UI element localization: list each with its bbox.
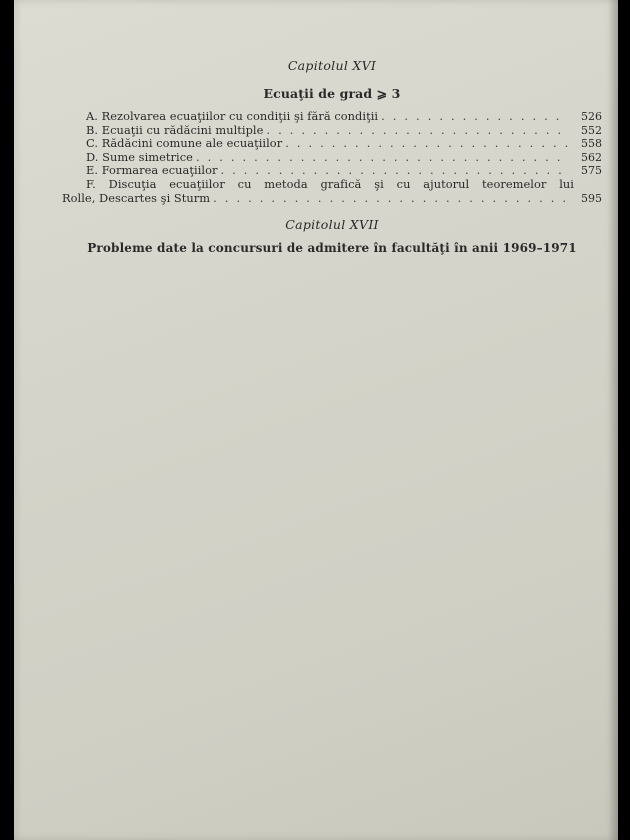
- table-of-contents: [62, 58, 602, 265]
- toc-entry-d: [62, 151, 602, 165]
- toc-entry-page: 552: [581, 123, 602, 137]
- toc-entry-a: [62, 110, 602, 124]
- toc-entry-text: Rolle, Descartes şi Sturm: [62, 190, 211, 205]
- toc-entry-text: B. Ecuaţii cu rădăcini multiple: [86, 122, 264, 137]
- toc-entry-c: [62, 137, 602, 151]
- leader-dots: [285, 137, 568, 151]
- chapter-17-title: Probleme date la concursuri de admitere în facultăţi în anii 1969–1971: [87, 241, 577, 256]
- leader-dots: [221, 164, 569, 178]
- toc-entry-b: [62, 124, 602, 138]
- toc-entry-page: 575: [581, 164, 602, 178]
- leader-dots: [381, 110, 568, 124]
- toc-entry-page: 526: [581, 110, 602, 123]
- toc-entry-f-continuation: [62, 192, 602, 206]
- chapter-16-entries: [62, 110, 602, 205]
- leader-dots: [196, 151, 568, 165]
- toc-entry-text: D. Sume simetrice: [86, 149, 193, 164]
- toc-entry-text: C. Rădăcini comune ale ecuaţiilor: [86, 136, 283, 151]
- toc-entry-text: F. Discuţia ecuaţiilor cu metoda grafică şi cu ajutorul teoremelor lui: [86, 176, 574, 191]
- chapter-17-label: Capitolul XVII: [285, 217, 379, 233]
- toc-entry-e: [62, 164, 602, 178]
- leader-dots: [213, 192, 568, 206]
- book-page: [14, 0, 618, 840]
- toc-entry-page: 562: [581, 150, 602, 164]
- page-spine-shadow: [608, 0, 618, 840]
- toc-entry-page: 595: [581, 191, 602, 205]
- toc-entry-page: 558: [581, 137, 602, 151]
- toc-entry-text: A. Rezolvarea ecuaţiilor cu condiţii şi fără condiţii: [86, 109, 379, 123]
- toc-entry-text: E. Formarea ecuaţiilor: [86, 163, 218, 178]
- toc-entry-f: [62, 178, 602, 192]
- chapter-16-label: Capitolul XVI: [287, 58, 377, 73]
- leader-dots: [266, 124, 568, 138]
- chapter-16-title: Ecuaţii de grad ⩾ 3: [263, 86, 401, 101]
